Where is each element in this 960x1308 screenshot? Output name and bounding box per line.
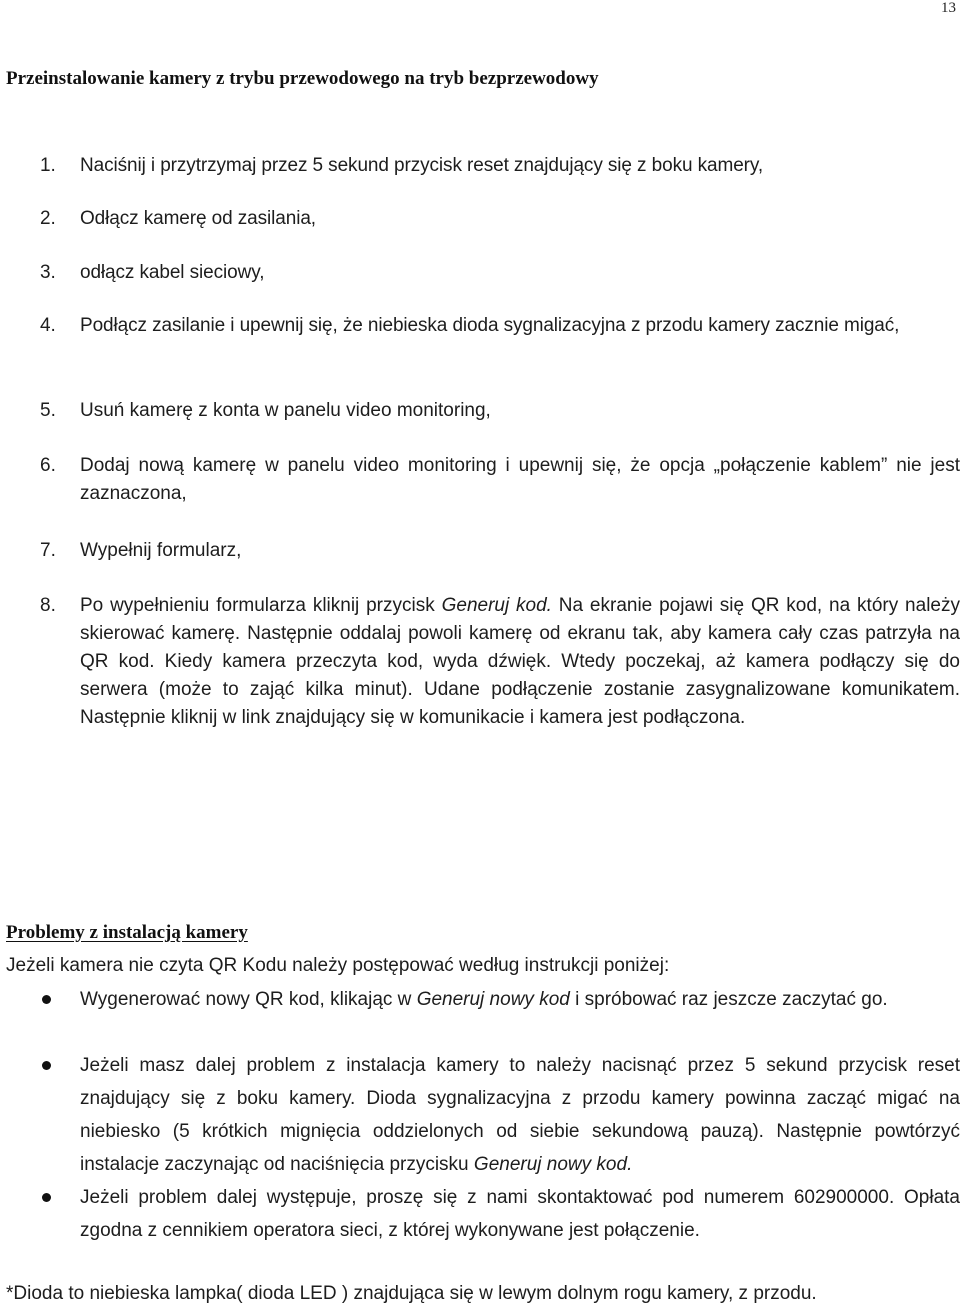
step-number: 3.: [40, 262, 56, 283]
step-text: Naciśnij i przytrzymaj przez 5 sekund przycisk reset znajdujący się z boku kamery,: [80, 155, 764, 176]
step-number: 6.: [40, 455, 56, 476]
step-text: Wypełnij formularz,: [80, 540, 242, 561]
bullet-text-part: Jeżeli problem dalej występuje, proszę się z nami skontaktować pod numerem 602900000. Opłata zgodna z cennikiem operatora sieci, z której wykonywane jest połączenie.: [80, 1187, 960, 1241]
step-number: 1.: [40, 155, 56, 176]
step-number: 8.: [40, 595, 56, 616]
step-number: 7.: [40, 540, 56, 561]
step-text: Podłącz zasilanie i upewnij się, że niebieska dioda sygnalizacyjna z przodu kamery zacznie migać,: [80, 315, 900, 336]
generuj-nowy-kod-emphasis: Generuj nowy kod.: [473, 1154, 633, 1175]
problems-intro: Jeżeli kamera nie czyta QR Kodu należy postępować według instrukcji poniżej:: [6, 955, 670, 976]
footnote: *Dioda to niebieska lampka( dioda LED ) znajdująca się w lewym dolnym rogu kamery, z przodu.: [6, 1283, 817, 1304]
step-text: Dodaj nową kamerę w panelu video monitoring i upewnij się, że opcja „połączenie kablem” nie jest zaznaczona,: [80, 455, 960, 504]
step-text-part: Na ekranie pojawi się QR kod, na który należy skierować kamerę. Następnie oddalaj powoli kamerę od ekranu tak, aby kamera cały czas patrzyła na QR kod. Kiedy kamera przeczyta kod, wyda dźwięk. Wtedy poczekaj, aż kamera podłączy się do serwera (może to zająć kilka minut). Udane podłączenie zostanie zasygnalizowane komunikatem. Następnie kliknij w link znajdujący się w komunikacie i kamera jest podłączona.: [80, 595, 960, 728]
step-text: Odłącz kamerę od zasilania,: [80, 208, 316, 229]
bullet-text: [80, 1049, 960, 1181]
step-text: Usuń kamerę z konta w panelu video monitoring,: [80, 400, 491, 421]
step-number: 4.: [40, 315, 56, 336]
bullet-text-part: i spróbować raz jeszcze zaczytać go.: [569, 989, 888, 1010]
bullet-text: [80, 1181, 960, 1247]
step-number: 2.: [40, 208, 56, 229]
step-text: odłącz kabel sieciowy,: [80, 262, 265, 283]
generuj-kod-emphasis: Generuj kod.: [441, 595, 552, 616]
bullet-icon: [42, 1193, 51, 1202]
bullet-text-part: Wygenerować nowy QR kod, klikając w: [80, 989, 417, 1010]
bullet-text: [80, 983, 960, 1016]
bullet-icon: [42, 995, 51, 1004]
section-title-reinstall: Przeinstalowanie kamery z trybu przewodowego na tryb bezprzewodowy: [6, 68, 599, 89]
page-number: 13: [941, 0, 956, 16]
bullet-text-part: Jeżeli masz dalej problem z instalacja kamery to należy nacisnąć przez 5 sekund przycisk reset znajdujący się z boku kamery. Dioda sygnalizacyjna z przodu kamery powinna zacząć migać na niebiesko (5 krótkich mignięcia oddzielonych od siebie sekundową pauzą). Następnie powtórzyć instalacje zaczynając od naciśnięcia przycisku: [80, 1055, 960, 1175]
step-text: [80, 592, 960, 732]
section-title-problems: Problemy z instalacją kamery: [6, 922, 248, 943]
step-number: 5.: [40, 400, 56, 421]
bullet-icon: [42, 1061, 51, 1070]
step-text-part: Po wypełnieniu formularza kliknij przycisk: [80, 595, 442, 616]
generuj-nowy-kod-emphasis: Generuj nowy kod: [416, 989, 570, 1010]
